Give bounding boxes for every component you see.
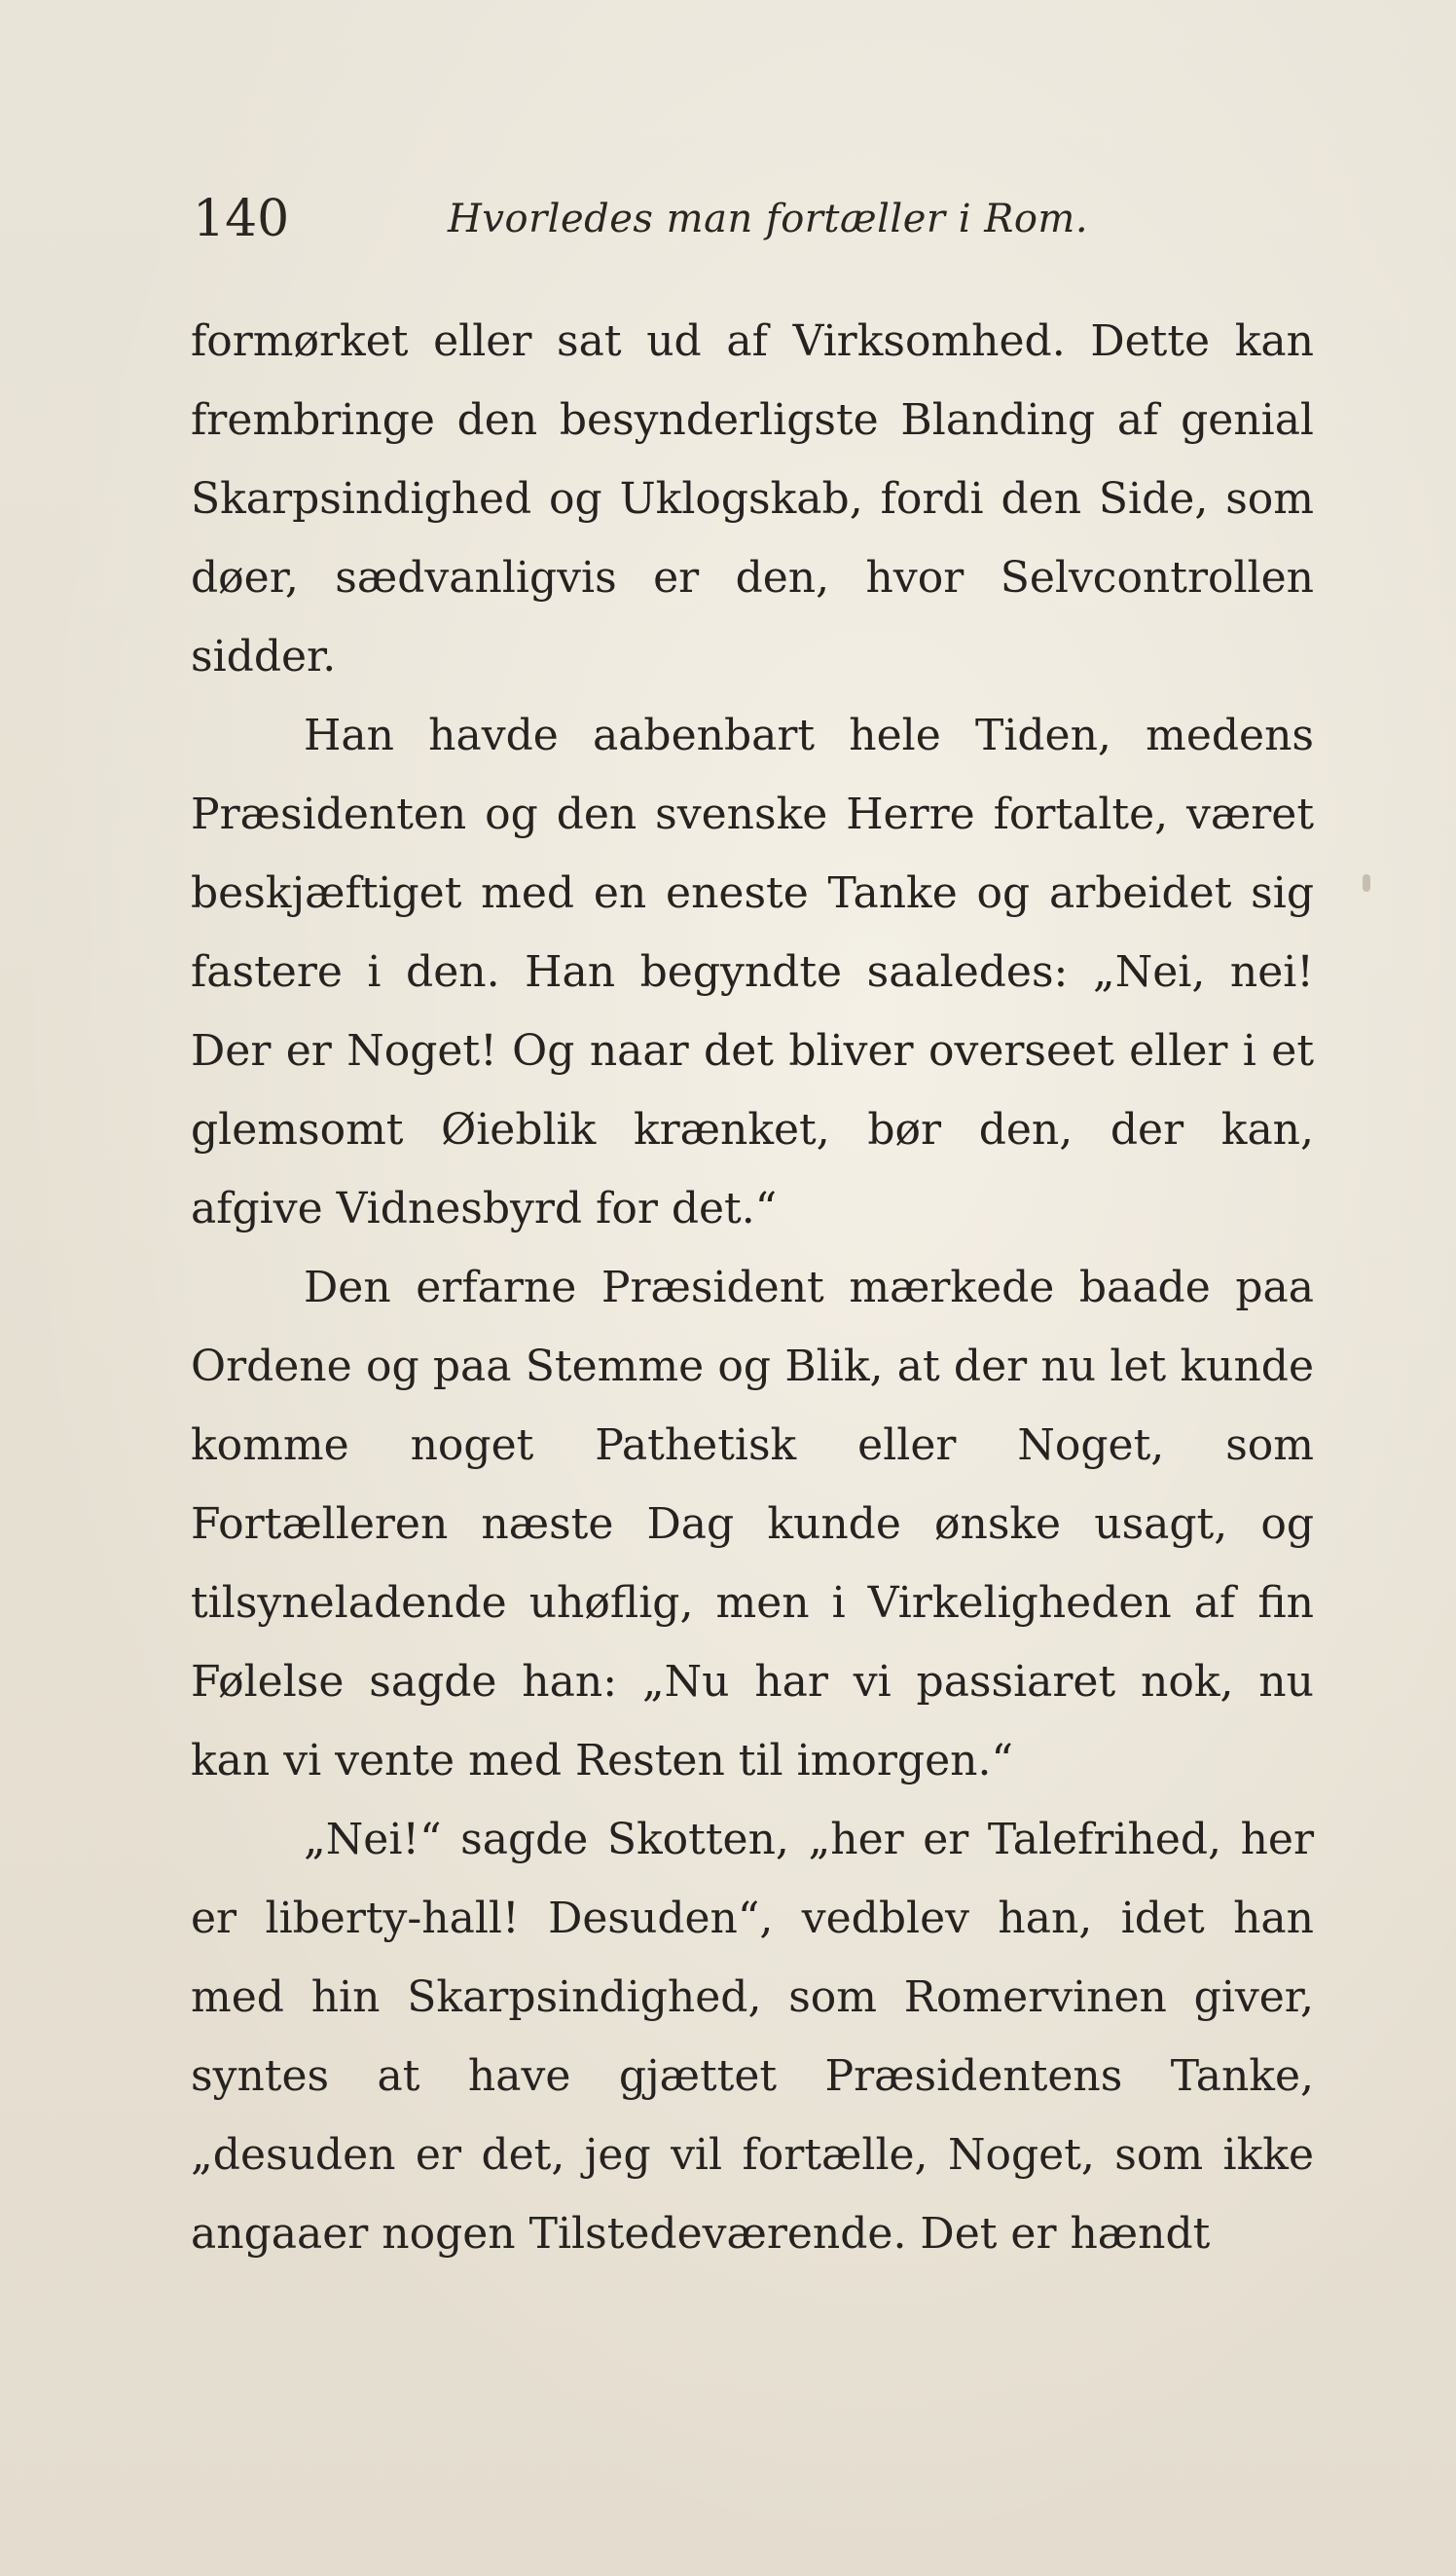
ink-speck (1363, 874, 1370, 892)
page-header (193, 185, 1314, 253)
paragraph: Han havde aabenbart hele Tiden, medens Præsidenten og den svenske Herre fortalte, været beskjæftiget med en eneste Tanke og arbeidet sig fastere i den. Han begyndte saaledes: „Nei, nei! Der er Noget! Og naar det bliver overseet eller i et glemsomt Øieblik krænket, bør den, der kan, afgive Vidnesbyrd for det.“ (191, 711, 1314, 1233)
page-number: 140 (193, 190, 290, 248)
paragraph: „Nei!“ sagde Skotten, „her er Talefrihed, her er liberty-hall! Desuden“, vedblev han, idet han med hin Skarpsindighed, som Romervinen giver, syntes at have gjættet Præsidentens Tanke, „desuden er det, jeg vil fortælle, Noget, som ikke angaaer nogen Tilstedeværende. Det er hændt (191, 1815, 1314, 2259)
running-title: Hvorledes man fortæller i Rom. (448, 197, 1089, 241)
paragraph: Den erfarne Præsident mærkede baade paa Ordene og paa Stemme og Blik, at der nu let kunde komme noget Pathetisk eller Noget, som Fortælleren næste Dag kunde ønske usagt, og tilsyneladende uhøflig, men i Virkeligheden af fin Følelse sagde han: „Nu har vi passiaret nok, nu kan vi vente med Resten til imorgen.“ (191, 1263, 1314, 1785)
body-text (191, 302, 1314, 2273)
paragraph-continued: formørket eller sat ud af Virksomhed. Dette kan frembringe den besynderligste Blanding af genial Skarpsindighed og Uklogskab, fordi den Side, som døer, sædvanligvis er den, hvor Selvcontrollen sidder. (191, 316, 1314, 681)
